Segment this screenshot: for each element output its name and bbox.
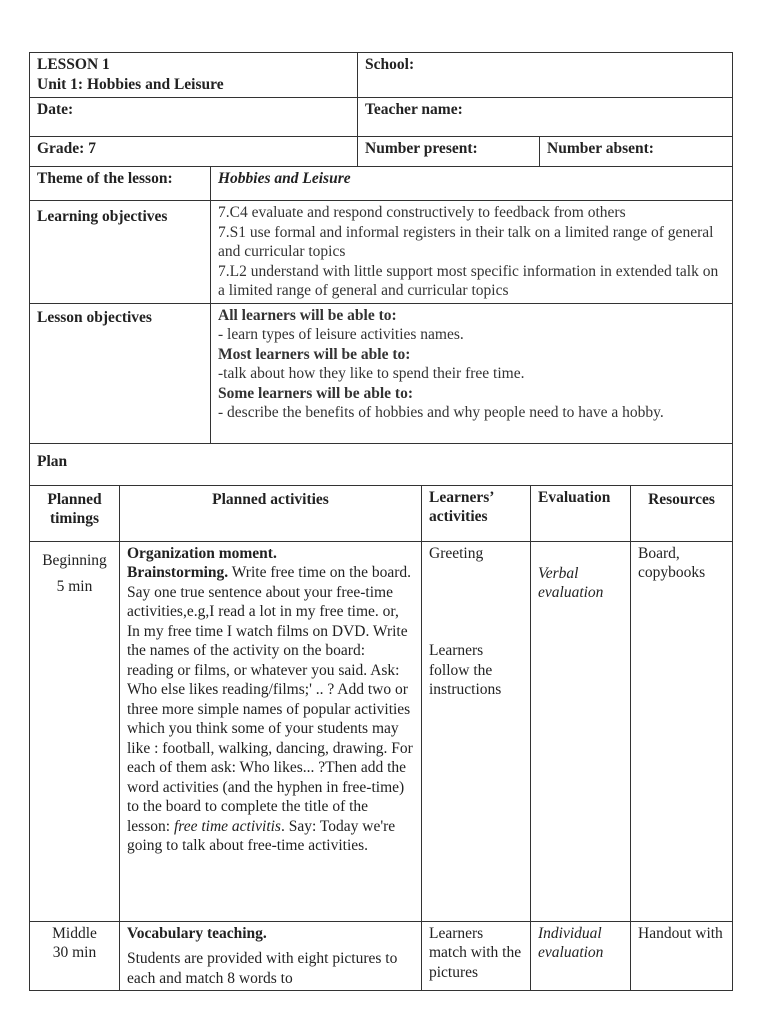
activity-cell	[120, 541, 422, 921]
column-header-activities: Planned activities	[120, 485, 422, 541]
activity-title: Vocabulary teaching.	[127, 924, 267, 942]
timing-cell	[30, 921, 120, 991]
most-learners-text: -talk about how they like to spend their free time.	[218, 365, 525, 382]
timing-stage: Middle	[52, 924, 97, 942]
timing-duration: 30 min	[52, 944, 97, 961]
lesson-objectives-label: Lesson objectives	[37, 308, 152, 326]
theme-value: Hobbies and Leisure	[218, 170, 351, 187]
timing-duration: 5 min	[56, 577, 93, 595]
learning-objective-item: 7.S1 use formal and informal registers in their talk on a limited range of general and curricular topics	[218, 223, 714, 260]
lesson-objectives-label-cell	[30, 303, 211, 443]
date-label: Date:	[37, 101, 74, 118]
evaluation-cell	[531, 921, 631, 991]
activity-body	[127, 563, 414, 856]
plan-heading: Plan	[37, 452, 68, 470]
lesson-plan-sheet	[29, 52, 732, 991]
column-header-timings: Planned timings	[30, 485, 120, 541]
learning-objectives-label: Learning objectives	[37, 208, 168, 225]
evaluation-text: Individual evaluation	[538, 924, 604, 961]
lesson-number: LESSON 1	[37, 56, 110, 73]
table-row	[30, 921, 733, 991]
timing-stage: Beginning	[42, 551, 107, 569]
number-absent-label: Number absent:	[547, 140, 654, 157]
lesson-header-table	[29, 52, 733, 486]
learners-greeting: Greeting	[429, 544, 484, 562]
activity-text: Students are provided with eight pictures to each and match 8 words to	[127, 950, 398, 987]
resources-cell	[631, 921, 733, 991]
learners-cell	[422, 921, 531, 991]
column-header-evaluation: Evaluation	[531, 485, 631, 541]
learning-objective-item: 7.C4 evaluate and respond constructively to feedback from others	[218, 204, 626, 221]
activity-subtitle: Brainstorming.	[127, 564, 229, 581]
evaluation-cell	[531, 541, 631, 921]
learning-objectives-cell	[211, 201, 733, 304]
learners-cell	[422, 541, 531, 921]
theme-label-cell	[30, 167, 211, 201]
unit-title: Unit 1: Hobbies and Leisure	[37, 75, 224, 93]
learners-text: Learners match with the pictures	[429, 924, 522, 981]
teacher-name-label: Teacher name:	[365, 101, 463, 118]
school-cell	[358, 53, 733, 98]
theme-value-cell	[211, 167, 733, 201]
table-row	[30, 541, 733, 921]
activity-text-end: . Say: Today we're going to talk about free-time activities.	[127, 817, 396, 854]
column-header-learners: Learners’ activities	[422, 485, 531, 541]
some-learners-heading: Some learners will be able to:	[218, 384, 414, 402]
timing-cell	[30, 541, 120, 921]
some-learners-text: - describe the benefits of hobbies and why people need to have a hobby.	[218, 404, 664, 421]
plan-heading-cell	[30, 443, 733, 485]
activity-italic-text: free time activitis	[173, 817, 281, 835]
activity-text: Write free time on the board. Say one true sentence about your free-time activities,e.g,I read a lot in my free time. or, In my free time I watch films on DVD. Write the names of the activity on the board: reading or films, or whatever you said. Ask: Who else likes reading/films;' .. ? Add two or three more simple names of popular activities which you think some of your students may like : football, walking, dancing, drawing. For each of them ask: Who likes... ?Then add the word activities (and the hyphen in free-time) to the board to complete the title of the lesson:	[127, 564, 413, 835]
lesson-objectives-cell	[211, 303, 733, 443]
resources-cell	[631, 541, 733, 921]
plan-table	[29, 485, 733, 992]
activity-cell	[120, 921, 422, 991]
number-absent-cell	[540, 137, 733, 167]
learning-objective-item: 7.L2 understand with little support most specific information in extended talk on a limited range of general and curricular topics	[218, 262, 719, 299]
number-present-cell	[358, 137, 540, 167]
learners-follow: Learners follow the instructions	[429, 642, 502, 698]
school-label: School:	[365, 56, 415, 73]
learning-objectives-label-cell	[30, 201, 211, 304]
grade-cell	[30, 137, 358, 167]
most-learners-heading: Most learners will be able to:	[218, 345, 411, 363]
theme-label: Theme of the lesson:	[37, 170, 173, 187]
column-header-resources: Resources	[631, 485, 733, 541]
grade-label: Grade: 7	[37, 140, 96, 157]
all-learners-text: - learn types of leisure activities names.	[218, 326, 464, 343]
teacher-cell	[358, 98, 733, 137]
activity-title: Organization moment.	[127, 544, 277, 562]
resources-text: Handout with	[638, 924, 723, 942]
date-cell	[30, 98, 358, 137]
evaluation-text: Verbal evaluation	[538, 564, 604, 601]
resources-text: Board, copybooks	[638, 544, 706, 581]
lesson-title-cell	[30, 53, 358, 98]
number-present-label: Number present:	[365, 140, 478, 157]
all-learners-heading: All learners will be able to:	[218, 306, 397, 324]
